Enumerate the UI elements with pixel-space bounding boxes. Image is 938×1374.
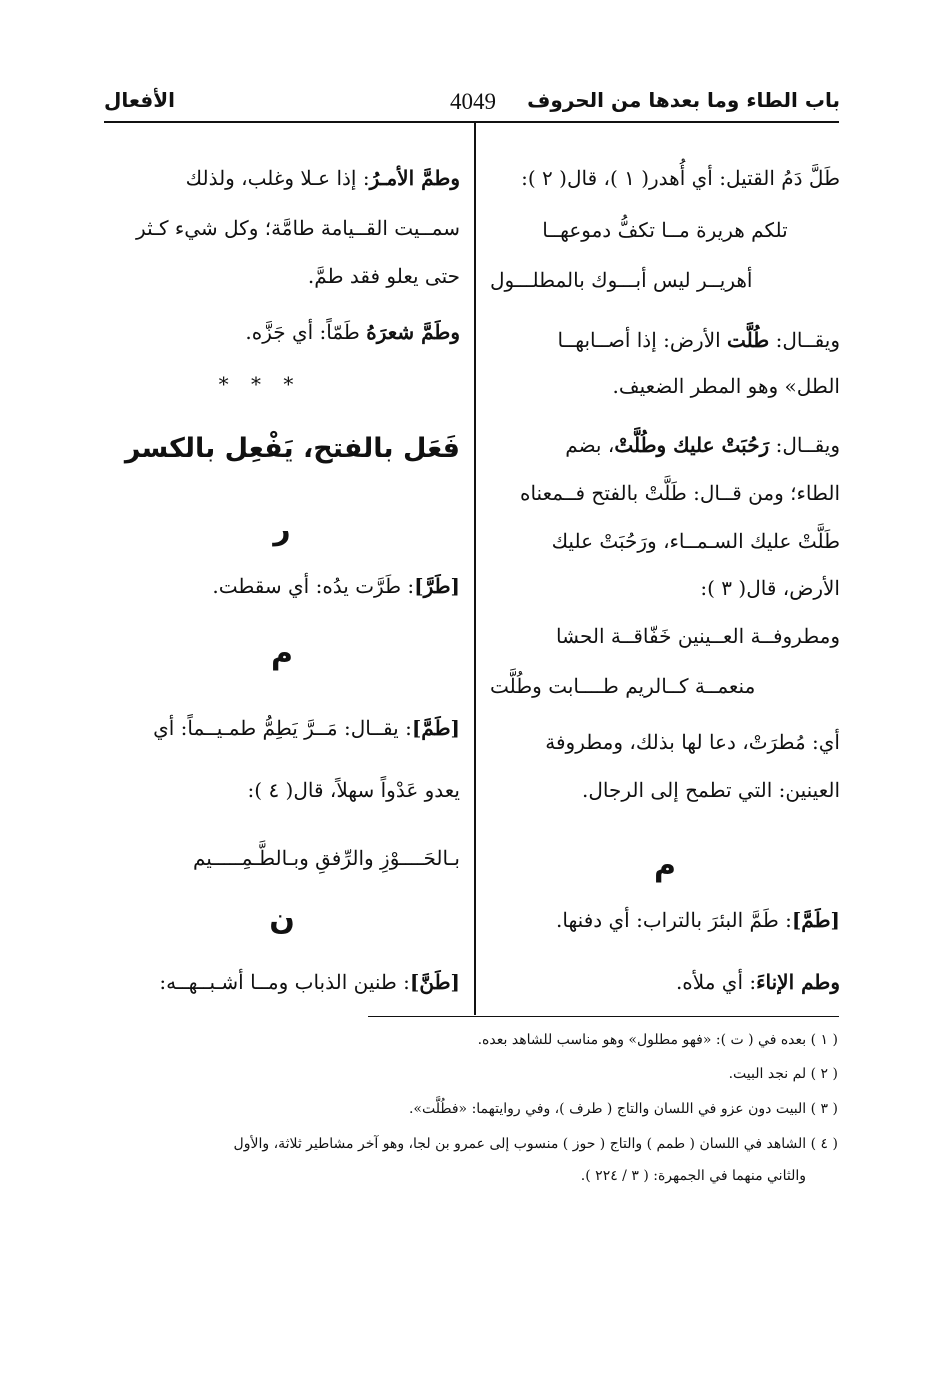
line-text: الأرض: إذا أصــابهــا bbox=[557, 328, 728, 352]
verse-line: أهريــر ليس أبـــوك بالمطلـــول bbox=[490, 268, 753, 292]
headword: [طَمَّ] bbox=[791, 908, 840, 932]
entry-line: أي: مُطرَتْ، دعا لها بذلك، ومطروفة bbox=[545, 730, 840, 754]
line-text: : إذا عـلا وغلب، ولذلك bbox=[185, 166, 370, 190]
line-text: ويقــال: bbox=[769, 328, 840, 352]
entry-line: الطل» وهو المطر الضعيف. bbox=[612, 374, 840, 398]
line-text: : طَرَّت يدُه: أي سقطت. bbox=[212, 574, 415, 598]
headword: [طَنَّ] bbox=[409, 970, 460, 994]
footnote-rule bbox=[368, 1016, 839, 1017]
entry-line bbox=[490, 427, 840, 465]
headword: [طَرَّ] bbox=[414, 574, 460, 598]
page-number: 4049 bbox=[450, 89, 496, 114]
verse-line: منعمــة كــالريم طــــابت وطُلَّت bbox=[490, 674, 756, 698]
letter-heading: ن bbox=[269, 902, 295, 937]
line-text: طَمّاً: أي جَزَّه. bbox=[245, 320, 367, 344]
verse-line: ومطروفــة العــينين خَفّاقــة الحشا bbox=[556, 624, 840, 648]
line-text: ويقــال: bbox=[769, 433, 840, 457]
headword: طُلَّت bbox=[727, 328, 770, 352]
headword: رَحُبَتْ عليك وطُلَّتْ bbox=[614, 433, 770, 457]
headword: وطم الإناءَ bbox=[756, 970, 840, 994]
section-heading: فَعَل بالفتح، يَفْعِل بالكسر bbox=[124, 433, 460, 464]
headword: وطمَّ الأمـرُ bbox=[369, 166, 460, 190]
entry-line: الأرض، قال( ٣ ): bbox=[700, 576, 840, 600]
chapter-title: باب الطاء وما بعدها من الحروف bbox=[527, 88, 840, 112]
footnote: ( ٤ ) الشاهد في اللسان ( طمم ) والتاج ( حوز ) منسوب إلى عمرو بن لجا، وهو آخر مشاطير ثلاثة، والأول bbox=[233, 1136, 838, 1152]
line-text: : أي ملأه. bbox=[675, 970, 757, 994]
entry-line bbox=[490, 902, 840, 940]
entry-line bbox=[104, 160, 460, 198]
footnote: ( ٢ ) لم نجد البيت. bbox=[728, 1066, 838, 1082]
letter-heading: م bbox=[654, 848, 676, 883]
entry-line bbox=[490, 322, 840, 360]
entry-line: طَلَّتْ عليك السـمــاء، ورَحُبَتْ عليك bbox=[551, 529, 840, 553]
section-title: الأفعال bbox=[104, 88, 175, 112]
footnote: ( ١ ) بعده في ( ت ): «فهو مطلول» وهو مناسب للشاهد بعده. bbox=[477, 1032, 838, 1048]
line-text: : طنين الذباب ومــا أشـبــهــه: bbox=[159, 970, 410, 994]
entry-line bbox=[104, 314, 460, 352]
footnote: ( ٣ ) البيت دون عزو في اللسان والتاج ( طرف )، وفي روايتهما: «فطُلَّت». bbox=[408, 1101, 838, 1117]
entry-line: حتى يعلو فقد طمَّ. bbox=[307, 264, 460, 288]
verse-line: بـالحَــــوْزِ والرِّفقِ وبـالطَّـمِـــــيم bbox=[193, 846, 460, 870]
line-text: : يقــال: مَــرَّ يَطِمُّ طمـيــماً: أي bbox=[153, 716, 412, 740]
entry-line bbox=[490, 964, 840, 1002]
entry-line bbox=[104, 568, 460, 606]
footnote: والثاني منهما في الجمهرة: ( ٣ / ٢٢٤ ). bbox=[580, 1168, 806, 1184]
entry-line: سمــيت القــيامة طامَّة؛ وكل شيء كـثر bbox=[136, 216, 460, 240]
entry-line bbox=[104, 964, 460, 1002]
entry-line: يعدو عَدْواً سهلاً، قال( ٤ ): bbox=[247, 778, 460, 802]
section-separator: * * * bbox=[218, 372, 302, 396]
verse-line: تلكم هريرة مــا تكفُّ دموعهــا bbox=[542, 218, 788, 242]
entry-line bbox=[104, 710, 460, 748]
header-rule bbox=[104, 121, 839, 123]
entry-line: الطاء؛ ومن قــال: طَلَّتْ بالفتح فــمعناه bbox=[519, 481, 840, 505]
headword: [طَمَّ] bbox=[411, 716, 460, 740]
headword: وطَمَّ شعرَهُ bbox=[366, 320, 460, 344]
letter-heading: ر bbox=[273, 512, 291, 547]
entry-line: طَلَّ دَمُ القتيل: أي أُهدر( ١ )، قال( ٢ ): bbox=[521, 166, 840, 190]
line-text: ، بضم bbox=[565, 433, 615, 457]
line-text: : طَمَّ البئرَ بالتراب: أي دفنها. bbox=[556, 908, 792, 932]
column-divider bbox=[474, 122, 476, 1015]
entry-line: العينين: التي تطمح إلى الرجال. bbox=[582, 778, 840, 802]
letter-heading: م bbox=[271, 636, 293, 671]
